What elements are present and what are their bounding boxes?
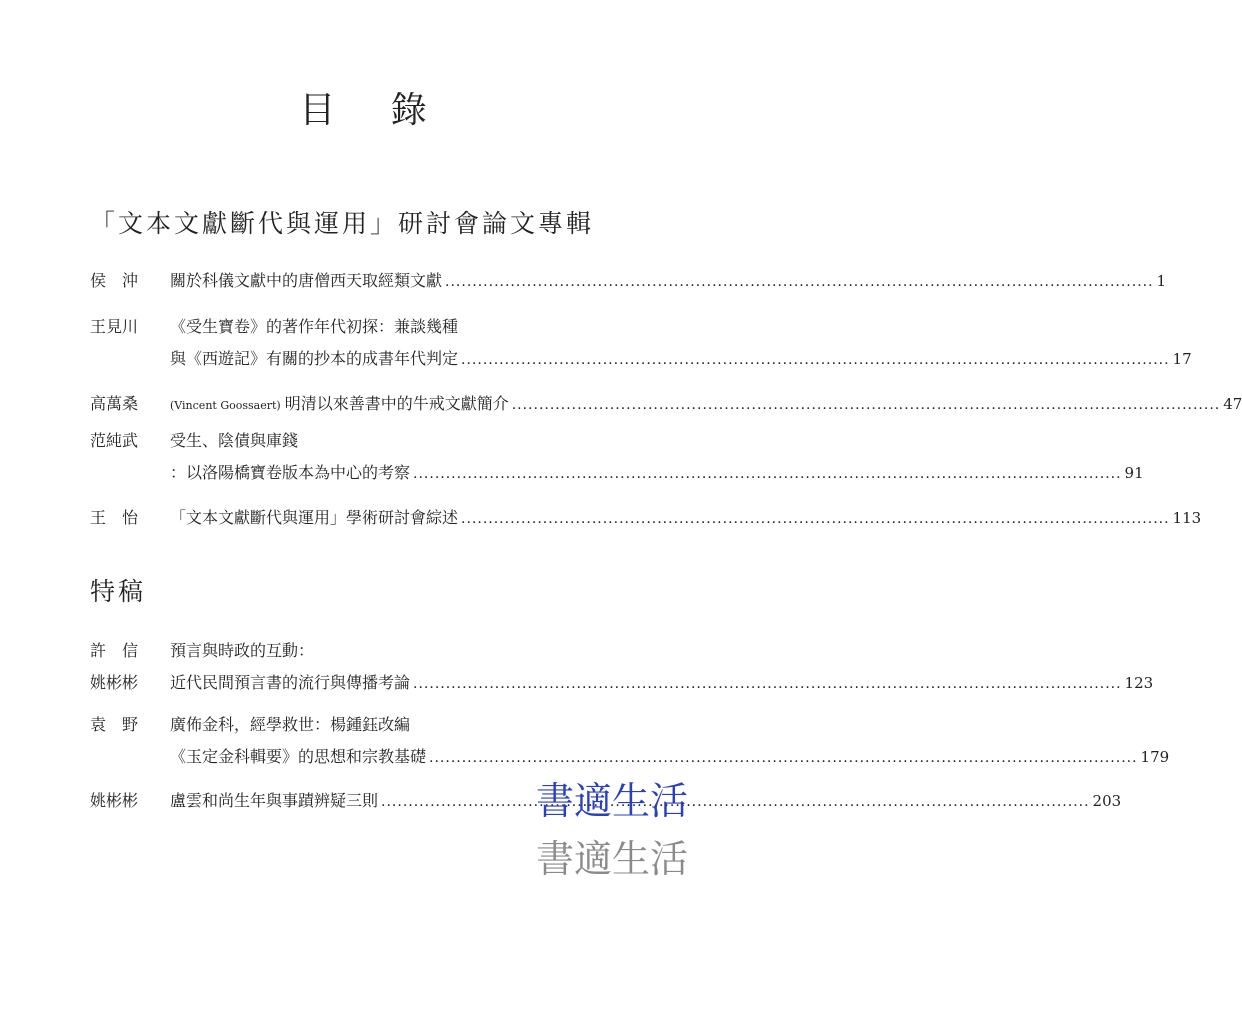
- entry-page-number: 113: [1172, 509, 1202, 527]
- section-title-special: 特稿: [90, 577, 147, 606]
- entry-title: 關於科儀文獻中的唐僧西天取經類文獻: [170, 271, 443, 290]
- entry-page-number: 123: [1124, 674, 1154, 692]
- entry-author-1: 許 信: [90, 641, 139, 660]
- toc-entry-hou-chong[interactable]: [90, 268, 1167, 300]
- dot-leader: [512, 397, 1221, 413]
- toc-entry-wang-jianchuan[interactable]: [90, 314, 1192, 378]
- entry-page-number: 203: [1092, 792, 1122, 810]
- entry-author-western-name: (Vincent Goossaert): [170, 399, 281, 412]
- entry-author: 袁 野: [90, 715, 139, 734]
- entry-author: 侯 沖: [90, 271, 139, 290]
- toc-entry-fan-chunwu[interactable]: [90, 428, 1144, 492]
- entry-page-number: 47: [1223, 395, 1242, 413]
- entry-title-line-1: 受生、陰債與庫錢: [170, 431, 299, 450]
- dot-leader: [381, 794, 1090, 810]
- entry-author-2: 姚彬彬: [90, 673, 139, 692]
- toc-entry-wang-yi[interactable]: [90, 505, 1202, 537]
- dot-leader: [461, 352, 1170, 368]
- entry-author: 王見川: [90, 317, 139, 336]
- entry-title-line-1: 廣佈金科，經學救世：楊鍾鈺改編: [170, 715, 411, 734]
- entry-title-line-1: 《受生寶卷》的著作年代初探：兼談幾種: [170, 317, 459, 336]
- entry-title-line-1: 預言與時政的互動：: [170, 641, 315, 660]
- toc-entry-goossaert[interactable]: [90, 391, 1242, 423]
- entry-title-line-2: 近代民間預言書的流行與傳播考論: [170, 673, 411, 692]
- entry-title-line-2: ：以洛陽橋寶卷版本為中心的考察: [170, 463, 411, 482]
- watermark-blue: 書適生活: [535, 779, 688, 823]
- entry-author: 范純武: [90, 431, 139, 450]
- entry-title-line-2: 與《西遊記》有關的抄本的成書年代判定: [170, 349, 459, 368]
- entry-title: 盧雲和尚生年與事蹟辨疑三則: [170, 791, 379, 810]
- dot-leader: [429, 750, 1138, 766]
- entry-page-number: 1: [1156, 272, 1167, 290]
- section-title-symposium: 「文本文獻斷代與運用」研討會論文專輯: [90, 209, 595, 238]
- entry-page-number: 179: [1140, 748, 1170, 766]
- dot-leader: [461, 511, 1170, 527]
- toc-entry-xu-yao[interactable]: [90, 638, 1154, 702]
- page-title: 目 錄: [299, 90, 449, 131]
- entry-title: 「文本文獻斷代與運用」學術研討會綜述: [170, 508, 459, 527]
- entry-author: 高萬桑: [90, 394, 139, 413]
- entry-page-number: 17: [1172, 350, 1192, 368]
- entry-title: 明清以來善書中的牛戒文獻簡介: [284, 394, 509, 413]
- dot-leader: [413, 676, 1122, 692]
- dot-leader: [413, 466, 1122, 482]
- toc-entry-yuan-ye[interactable]: [90, 712, 1170, 776]
- entry-title-line-2: 《玉定金科輯要》的思想和宗教基礎: [170, 747, 427, 766]
- entry-author: 王 怡: [90, 508, 139, 527]
- entry-page-number: 91: [1124, 464, 1144, 482]
- watermark-gray: 書適生活: [535, 837, 688, 881]
- entry-author: 姚彬彬: [90, 791, 139, 810]
- dot-leader: [445, 274, 1154, 290]
